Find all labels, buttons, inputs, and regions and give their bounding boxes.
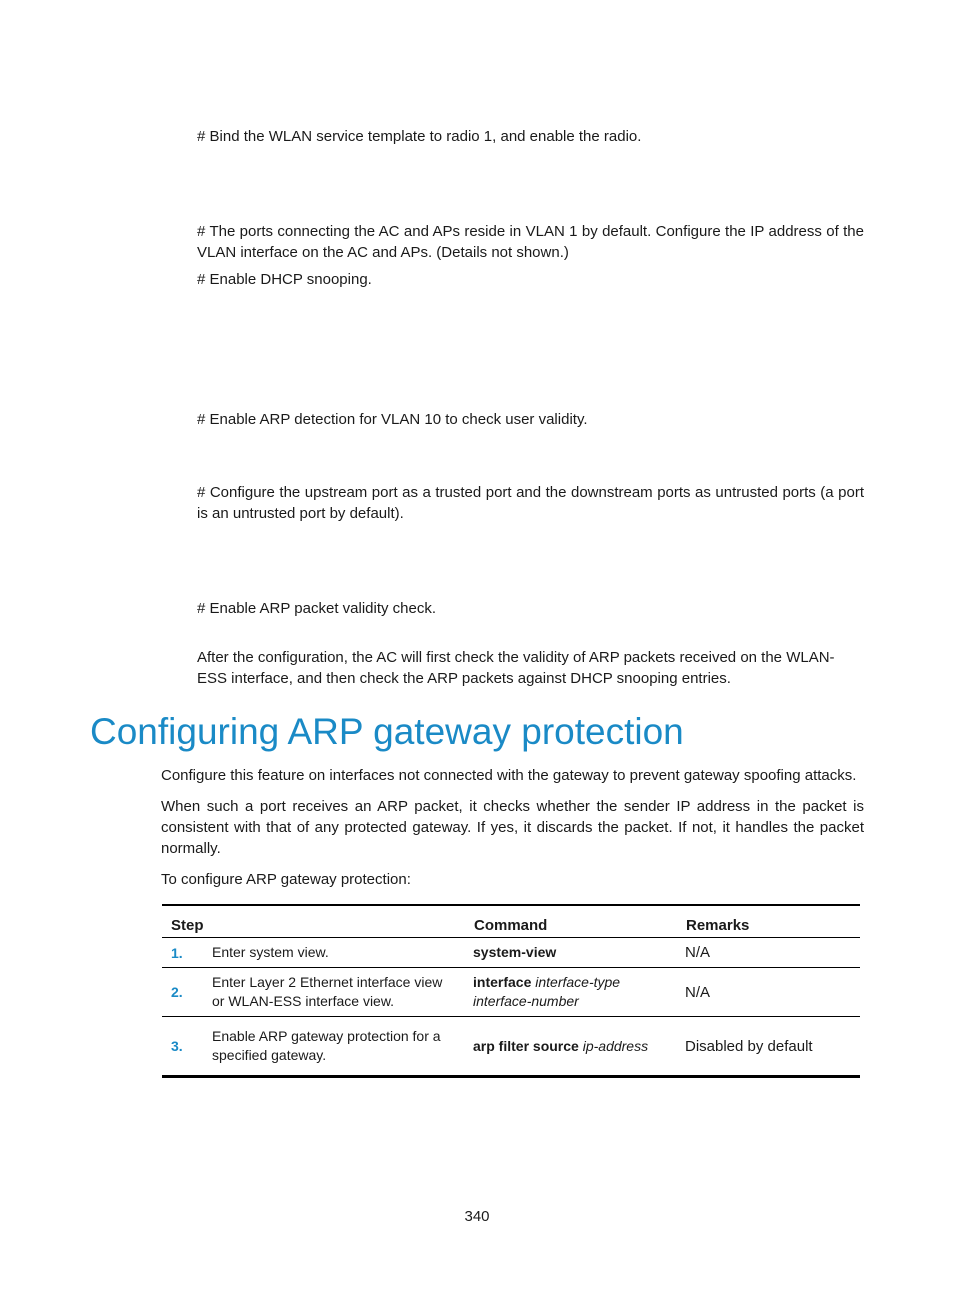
section-title: Configuring ARP gateway protection — [90, 711, 684, 752]
paragraph-enable-dhcp-snooping: # Enable DHCP snooping. — [197, 271, 372, 288]
paragraph-bind-radio: # Bind the WLAN service template to radio 1, and enable the radio. — [197, 128, 642, 145]
table-row — [162, 1017, 860, 1077]
command-argument: ip-address — [582, 1037, 649, 1054]
step-remarks: Disabled by default — [677, 1017, 860, 1077]
table-header-row — [162, 905, 860, 938]
config-table — [162, 904, 860, 1078]
paragraph-validity-check: # Enable ARP packet validity check. — [197, 600, 437, 617]
paragraph-trusted-port: # Configure the upstream port as a trusted port and the downstream ports as untrusted ports (a port is an untrusted port by default). — [197, 484, 864, 522]
step-number: 1. — [162, 938, 204, 968]
step-number: 3. — [162, 1017, 204, 1077]
table-row — [162, 968, 860, 1017]
step-command — [465, 938, 677, 968]
header-step: Step — [162, 905, 465, 938]
step-description: Enter system view. — [204, 938, 465, 968]
table-row — [162, 938, 860, 968]
section-intro-2: When such a port receives an ARP packet, it checks whether the sender IP address in the packet is consistent with that of any protected gateway. If yes, it discards the packet. If not, it handles the packet normally. — [161, 798, 864, 857]
step-remarks: N/A — [677, 968, 860, 1017]
step-number: 2. — [162, 968, 204, 1017]
paragraph-after-configuration: After the configuration, the AC will first check the validity of ARP packets received on the WLAN-ESS interface, and then check the ARP packets against DHCP snooping entries. — [197, 649, 835, 687]
step-command — [465, 968, 677, 1017]
step-description: Enable ARP gateway protection for a specified gateway. — [204, 1017, 465, 1077]
command-argument: interface-type interface-number — [473, 974, 621, 1009]
step-command — [465, 1017, 677, 1077]
paragraph-enable-arp-detection: # Enable ARP detection for VLAN 10 to check user validity. — [197, 411, 588, 428]
section-intro-1: Configure this feature on interfaces not connected with the gateway to prevent gateway spoofing attacks. — [161, 767, 857, 784]
step-remarks: N/A — [677, 938, 860, 968]
section-intro-3: To configure ARP gateway protection: — [161, 871, 411, 888]
header-remarks: Remarks — [677, 905, 860, 938]
paragraph-vlan-interface: # The ports connecting the AC and APs reside in VLAN 1 by default. Configure the IP address of the VLAN interface on the AC and APs. (Details not shown.) — [197, 223, 864, 261]
page-number: 340 — [464, 1208, 490, 1225]
command-keyword: interface — [473, 974, 532, 990]
command-keyword: arp filter source — [473, 1037, 579, 1054]
command-keyword: system-view — [473, 944, 557, 960]
step-description: Enter Layer 2 Ethernet interface view or WLAN-ESS interface view. — [204, 968, 465, 1017]
header-command: Command — [465, 905, 677, 938]
